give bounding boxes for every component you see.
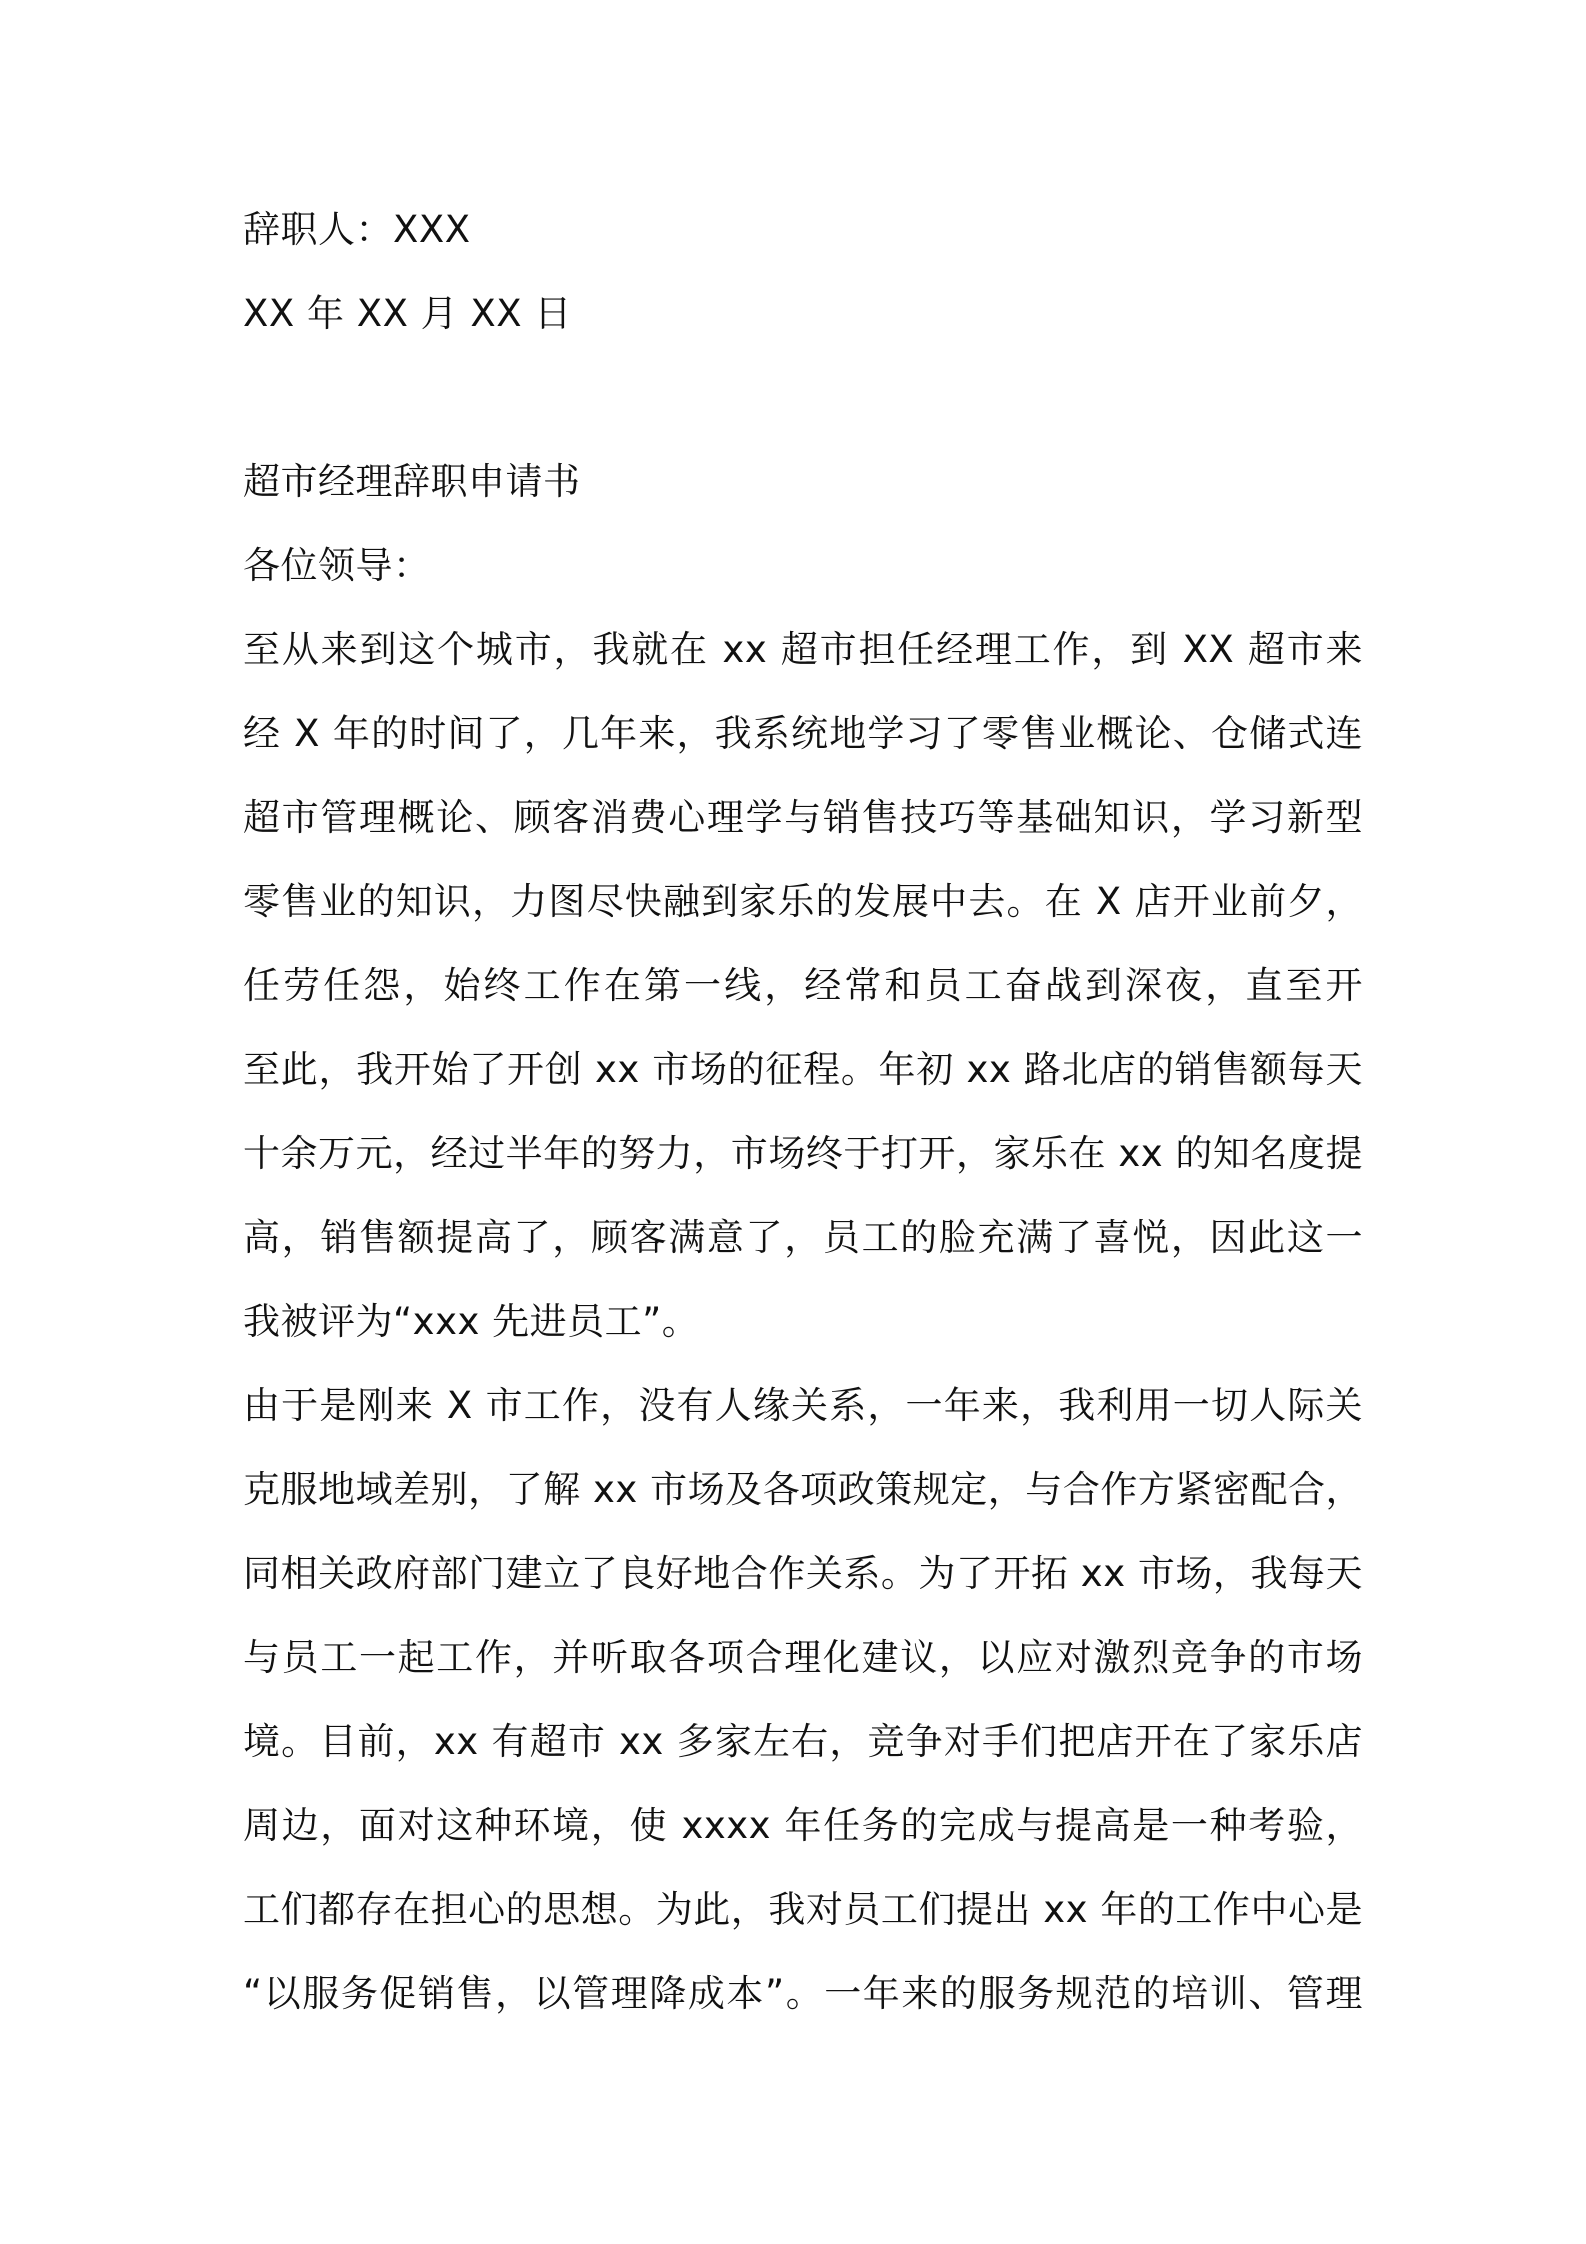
paragraph-line: 高，销售额提高了，顾客满意了，员工的脸充满了喜悦，因此这一 [243, 1216, 1363, 1259]
paragraph-line: 至从来到这个城市，我就在 xx 超市担任经理工作，到 XX 超市来 [243, 628, 1363, 671]
paragraph-line: 至此，我开始了开创 xx 市场的征程。年初 xx 路北店的销售额每天 [243, 1048, 1363, 1091]
paragraph-line: 与员工一起工作，并听取各项合理化建议，以应对激烈竞争的市场 [243, 1636, 1363, 1679]
letter-title: 超市经理辞职申请书 [243, 460, 581, 503]
paragraph-line: 周边，面对这种环境，使 xxxx 年任务的完成与提高是一种考验， [243, 1804, 1363, 1847]
paragraph-line: 十余万元，经过半年的努力，市场终于打开，家乐在 xx 的知名度提 [243, 1132, 1363, 1175]
letter-salutation: 各位领导： [243, 544, 431, 587]
paragraph-line: 境。目前，xx 有超市 xx 多家左右，竞争对手们把店开在了家乐店 [243, 1720, 1363, 1763]
paragraph-line: “以服务促销售，以管理降成本”。一年来的服务规范的培训、管理 [243, 1972, 1363, 2015]
paragraph-line: 同相关政府部门建立了良好地合作关系。为了开拓 xx 市场，我每天 [243, 1552, 1363, 1595]
paragraph-line: 经 X 年的时间了，几年来，我系统地学习了零售业概论、仓储式连 [243, 712, 1363, 755]
resigner-signature: 辞职人：XXX [243, 208, 471, 251]
signature-date: XX 年 XX 月 XX 日 [243, 292, 572, 335]
paragraph-line: 克服地域差别，了解 xx 市场及各项政策规定，与合作方紧密配合， [243, 1468, 1363, 1511]
paragraph-line: 任劳任怨，始终工作在第一线，经常和员工奋战到深夜，直至开 [243, 964, 1363, 1007]
paragraph-line: 工们都存在担心的思想。为此，我对员工们提出 xx 年的工作中心是 [243, 1888, 1363, 1931]
paragraph-line: 零售业的知识，力图尽快融到家乐的发展中去。在 X 店开业前夕， [243, 880, 1363, 923]
paragraph-line: 超市管理概论、顾客消费心理学与销售技巧等基础知识，学习新型 [243, 796, 1363, 839]
paragraph-line: 我被评为“xxx 先进员工”。 [243, 1300, 700, 1343]
paragraph-line: 由于是刚来 X 市工作，没有人缘关系，一年来，我利用一切人际关 [243, 1384, 1363, 1427]
